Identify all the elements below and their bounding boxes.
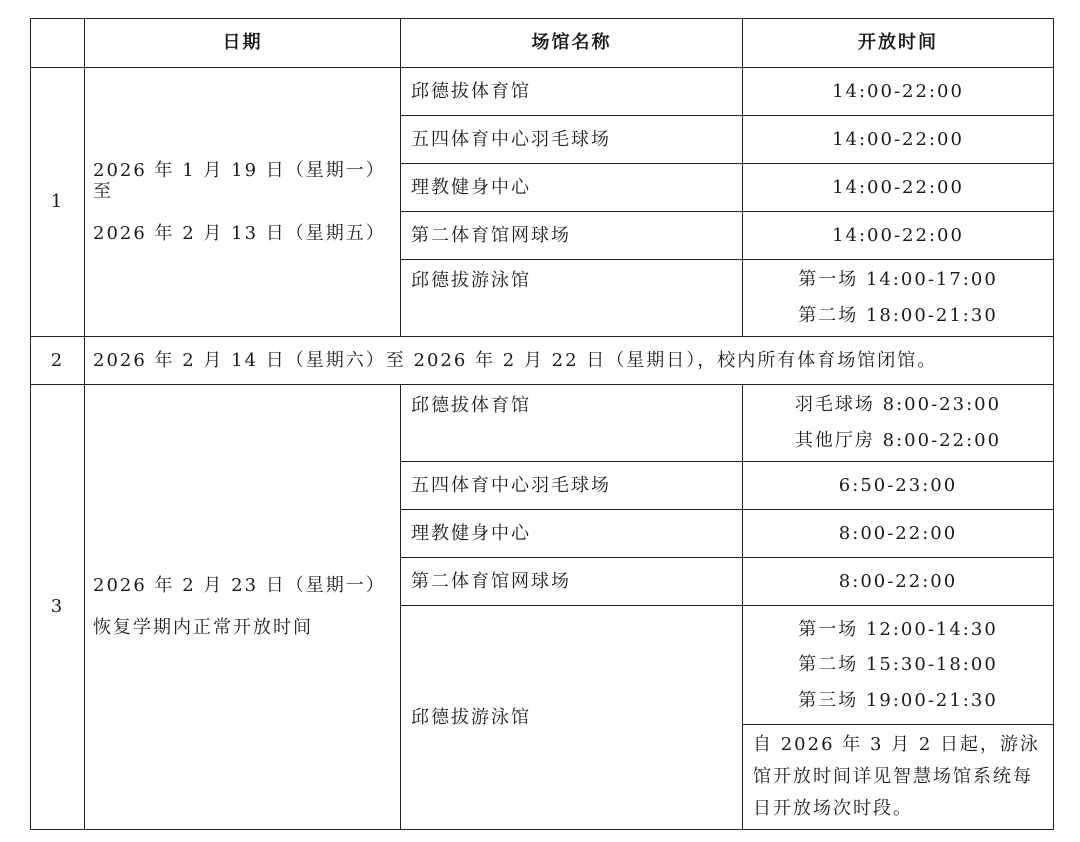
opening-time xyxy=(743,385,1054,462)
session-time: 第一场 12:00-14:30 xyxy=(798,618,998,640)
opening-time: 6:50-23:00 xyxy=(743,462,1054,510)
date-line: 2026 年 2 月 13 日（星期五） xyxy=(93,222,386,244)
opening-time: 14:00-22:00 xyxy=(743,68,1054,116)
venue-name: 邱德拔游泳馆 xyxy=(401,260,743,337)
venue-name: 第二体育馆网球场 xyxy=(401,212,743,260)
date-line: 2026 年 1 月 19 日（星期一）至 xyxy=(93,159,386,203)
session-time: 第三场 19:00-21:30 xyxy=(798,689,998,711)
opening-time: 8:00-22:00 xyxy=(743,558,1054,606)
venue-name: 邱德拔体育馆 xyxy=(401,385,743,462)
row-number: 3 xyxy=(31,385,85,830)
session-time: 其他厅房 8:00-22:00 xyxy=(794,430,1002,451)
session-time: 第二场 18:00-21:30 xyxy=(798,305,998,326)
header-venue: 场馆名称 xyxy=(401,19,743,68)
row-number: 2 xyxy=(31,337,85,385)
table-row xyxy=(31,68,1054,116)
date-cell xyxy=(85,385,401,830)
swimming-notice: 自 2026 年 3 月 2 日起，游泳馆开放时间详见智慧场馆系统每日开放场次时段。 xyxy=(743,725,1054,830)
row-number: 1 xyxy=(31,68,85,337)
venue-name: 理教健身中心 xyxy=(401,164,743,212)
opening-time: 14:00-22:00 xyxy=(743,116,1054,164)
header-hours: 开放时间 xyxy=(743,19,1054,68)
opening-time: 8:00-22:00 xyxy=(743,510,1054,558)
date-line: 恢复学期内正常开放时间 xyxy=(93,617,313,638)
venue-name: 理教健身中心 xyxy=(401,510,743,558)
opening-time xyxy=(743,260,1054,337)
date-cell xyxy=(85,68,401,337)
opening-time: 14:00-22:00 xyxy=(743,212,1054,260)
opening-time xyxy=(743,606,1054,725)
session-time: 第二场 15:30-18:00 xyxy=(798,654,998,676)
venue-name: 五四体育中心羽毛球场 xyxy=(401,116,743,164)
table-row xyxy=(31,337,1054,385)
opening-hours-table xyxy=(30,18,1054,830)
opening-time: 14:00-22:00 xyxy=(743,164,1054,212)
session-time: 羽毛球场 8:00-23:00 xyxy=(794,394,1002,416)
table-row xyxy=(31,385,1054,462)
date-line: 2026 年 2 月 23 日（星期一） xyxy=(93,575,386,597)
header-row xyxy=(31,19,1054,68)
venue-name: 第二体育馆网球场 xyxy=(401,558,743,606)
session-time: 第一场 14:00-17:00 xyxy=(798,269,998,291)
header-date: 日期 xyxy=(85,19,401,68)
header-index xyxy=(31,19,85,68)
venue-name: 邱德拔体育馆 xyxy=(401,68,743,116)
closure-notice: 2026 年 2 月 14 日（星期六）至 2026 年 2 月 22 日（星期日），校内所有体育场馆闭馆。 xyxy=(85,337,1054,385)
venue-name: 邱德拔游泳馆 xyxy=(401,606,743,830)
venue-name: 五四体育中心羽毛球场 xyxy=(401,462,743,510)
